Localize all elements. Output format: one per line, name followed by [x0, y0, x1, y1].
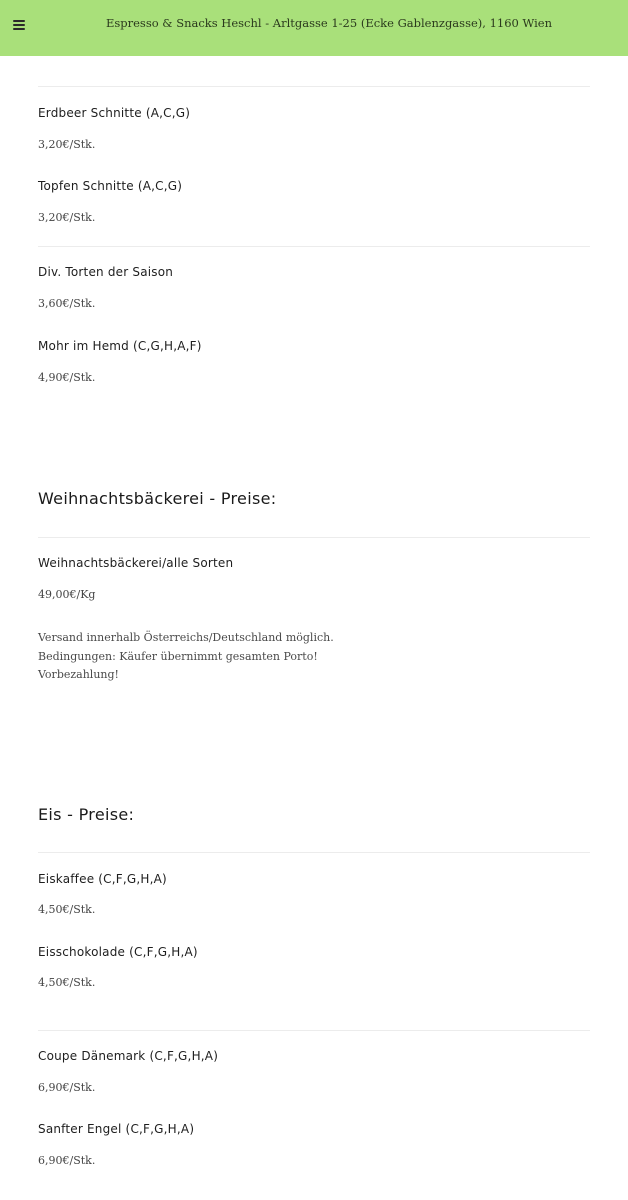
site-title[interactable]: Espresso & Snacks Heschl - Arltgasse 1-25 (Ecke Gablenzgasse), 1160 Wien: [105, 16, 553, 30]
divider: [38, 537, 590, 538]
menu-item-price: 6,90€/Stk.: [38, 1081, 96, 1094]
menu-item-price: 4,90€/Stk.: [38, 371, 96, 384]
menu-item-name: Coupe Dänemark (C,F,G,H,A): [38, 1049, 219, 1063]
menu-item-name: Mohr im Hemd (C,G,H,A,F): [38, 339, 202, 353]
menu-item-name: Erdbeer Schnitte (A,C,G): [38, 106, 191, 120]
menu-item-price: 3,20€/Stk.: [38, 138, 96, 151]
menu-item-name: Topfen Schnitte (A,C,G): [38, 179, 183, 193]
top-bar: [0, 0, 628, 56]
menu-item-price: 4,50€/Stk.: [38, 976, 96, 989]
shipping-note-line: Versand innerhalb Österreichs/Deutschland möglich.: [38, 631, 334, 644]
menu-item-name: Div. Torten der Saison: [38, 265, 174, 279]
divider: [38, 1030, 590, 1031]
section-title-ice: Eis - Preise:: [38, 805, 135, 824]
menu-item-price: 4,50€/Stk.: [38, 903, 96, 916]
section-title-christmas: Weihnachtsbäckerei - Preise:: [38, 489, 277, 508]
menu-item-price: 49,00€/Kg: [38, 588, 96, 601]
menu-item-name: Eiskaffee (C,F,G,H,A): [38, 872, 167, 886]
hamburger-menu-icon[interactable]: [10, 16, 30, 36]
menu-item-price: 3,60€/Stk.: [38, 297, 96, 310]
divider: [38, 852, 590, 853]
menu-item-name: Weihnachtsbäckerei/alle Sorten: [38, 556, 234, 570]
menu-item-name: Sanfter Engel (C,F,G,H,A): [38, 1122, 195, 1136]
divider: [38, 246, 590, 247]
divider: [38, 86, 590, 87]
shipping-note-line: Vorbezahlung!: [38, 668, 119, 681]
menu-item-price: 6,90€/Stk.: [38, 1154, 96, 1167]
menu-item-name: Eisschokolade (C,F,G,H,A): [38, 945, 198, 959]
shipping-note-line: Bedingungen: Käufer übernimmt gesamten Porto!: [38, 650, 318, 663]
menu-item-price: 3,20€/Stk.: [38, 211, 96, 224]
